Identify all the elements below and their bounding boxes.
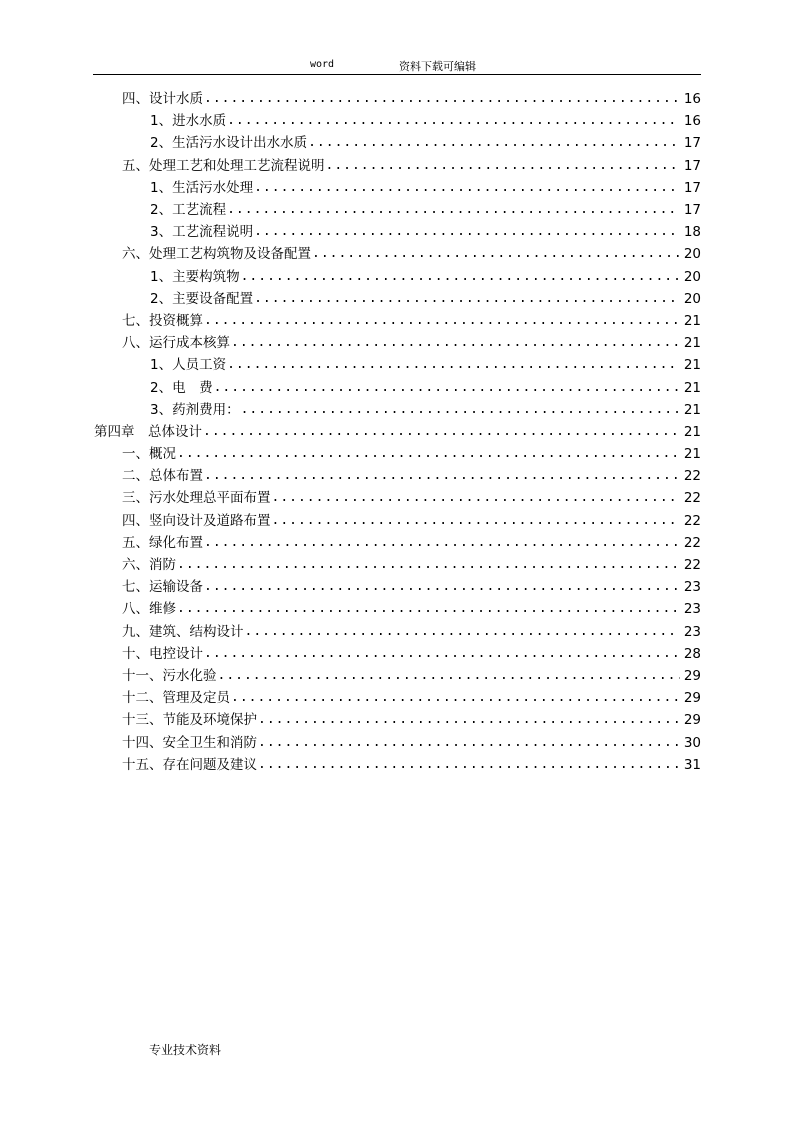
toc-dot-leader — [272, 487, 681, 509]
toc-dot-leader — [204, 88, 680, 110]
toc-entry[interactable] — [0, 421, 794, 443]
toc-entry[interactable] — [0, 643, 794, 665]
toc-dot-leader — [177, 443, 680, 465]
toc-dot-leader — [204, 643, 680, 665]
toc-entry-title: 3、工艺流程说明 — [150, 224, 254, 241]
toc-dot-leader — [177, 554, 680, 576]
toc-entry-title: 九、建筑、结构设计 — [122, 623, 244, 640]
toc-entry[interactable] — [0, 443, 794, 465]
toc-entry-page-number: 17 — [683, 179, 701, 196]
toc-entry-title: 三、污水处理总平面布置 — [122, 490, 271, 507]
toc-entry-title: 第四章 总体设计 — [94, 423, 202, 440]
toc-entry[interactable] — [0, 132, 794, 154]
toc-dot-leader — [308, 132, 680, 154]
toc-entry[interactable] — [0, 532, 794, 554]
toc-entry-title: 1、人员工资 — [150, 357, 227, 374]
toc-entry-title: 十、电控设计 — [122, 645, 203, 662]
toc-dot-leader — [258, 709, 680, 731]
toc-entry-page-number: 17 — [683, 157, 701, 174]
toc-dot-leader — [231, 687, 680, 709]
toc-dot-leader — [245, 621, 681, 643]
toc-entry[interactable] — [0, 243, 794, 265]
toc-entry[interactable] — [0, 576, 794, 598]
page-header — [93, 58, 701, 75]
toc-entry-page-number: 21 — [683, 423, 701, 440]
toc-dot-leader — [204, 310, 680, 332]
toc-entry-page-number: 29 — [683, 712, 701, 729]
toc-entry[interactable] — [0, 310, 794, 332]
toc-dot-leader — [227, 354, 680, 376]
toc-dot-leader — [272, 510, 681, 532]
toc-entry-title: 2、电 费 — [150, 379, 213, 396]
toc-entry-title: 十二、管理及定员 — [122, 690, 230, 707]
header-word-label: word — [310, 59, 335, 70]
toc-dot-leader — [231, 332, 680, 354]
toc-entry-page-number: 16 — [683, 113, 701, 130]
toc-entry-title: 五、绿化布置 — [122, 534, 203, 551]
toc-entry-title: 十五、存在问题及建议 — [122, 756, 257, 773]
toc-entry-page-number: 21 — [683, 401, 701, 418]
toc-entry-page-number: 29 — [683, 667, 701, 684]
toc-entry[interactable] — [0, 510, 794, 532]
toc-entry[interactable] — [0, 221, 794, 243]
toc-entry-page-number: 22 — [683, 490, 701, 507]
toc-entry-title: 2、生活污水设计出水水质 — [150, 135, 308, 152]
toc-entry-title: 1、进水水质 — [150, 113, 227, 130]
toc-dot-leader — [258, 732, 680, 754]
toc-entry-title: 二、总体布置 — [122, 468, 203, 485]
toc-entry-title: 四、竖向设计及道路布置 — [122, 512, 271, 529]
toc-entry[interactable] — [0, 288, 794, 310]
toc-entry[interactable] — [0, 709, 794, 731]
toc-dot-leader — [218, 665, 681, 687]
toc-entry-title: 八、维修 — [122, 601, 176, 618]
toc-entry[interactable] — [0, 554, 794, 576]
toc-entry-page-number: 30 — [683, 734, 701, 751]
toc-entry-page-number: 23 — [683, 601, 701, 618]
toc-entry-page-number: 28 — [683, 645, 701, 662]
toc-dot-leader — [254, 288, 680, 310]
toc-entry[interactable] — [0, 177, 794, 199]
toc-entry-title: 十一、污水化验 — [122, 667, 217, 684]
toc-dot-leader — [227, 199, 680, 221]
toc-entry-title: 2、工艺流程 — [150, 202, 227, 219]
toc-entry-title: 八、运行成本核算 — [122, 335, 230, 352]
toc-entry-title: 六、消防 — [122, 557, 176, 574]
toc-entry-page-number: 21 — [683, 357, 701, 374]
toc-entry-title: 四、设计水质 — [122, 91, 203, 108]
toc-entry[interactable] — [0, 354, 794, 376]
toc-entry[interactable] — [0, 621, 794, 643]
toc-entry[interactable] — [0, 687, 794, 709]
toc-entry-page-number: 21 — [683, 335, 701, 352]
toc-dot-leader — [312, 243, 680, 265]
toc-dot-leader — [254, 221, 680, 243]
toc-entry[interactable] — [0, 376, 794, 398]
toc-entry[interactable] — [0, 399, 794, 421]
toc-entry[interactable] — [0, 598, 794, 620]
toc-entry-page-number: 20 — [683, 246, 701, 263]
toc-entry[interactable] — [0, 199, 794, 221]
toc-entry-title: 七、投资概算 — [122, 312, 203, 329]
toc-entry-page-number: 23 — [683, 579, 701, 596]
toc-entry-title: 3、药剂费用： — [150, 401, 240, 418]
toc-entry[interactable] — [0, 88, 794, 110]
toc-entry-page-number: 22 — [683, 557, 701, 574]
toc-dot-leader — [241, 266, 680, 288]
toc-entry-title: 2、主要设备配置 — [150, 290, 254, 307]
toc-entry[interactable] — [0, 487, 794, 509]
toc-dot-leader — [203, 421, 680, 443]
toc-entry[interactable] — [0, 266, 794, 288]
toc-entry-page-number: 21 — [683, 312, 701, 329]
toc-entry-page-number: 31 — [683, 756, 701, 773]
toc-entry-title: 十三、节能及环境保护 — [122, 712, 257, 729]
toc-dot-leader — [204, 576, 680, 598]
toc-dot-leader — [204, 465, 680, 487]
toc-entry-title: 1、生活污水处理 — [150, 179, 254, 196]
toc-entry[interactable] — [0, 332, 794, 354]
toc-dot-leader — [326, 155, 681, 177]
toc-dot-leader — [254, 177, 680, 199]
toc-entry-title: 十四、安全卫生和消防 — [122, 734, 257, 751]
toc-entry-title: 七、运输设备 — [122, 579, 203, 596]
toc-entry-page-number: 21 — [683, 446, 701, 463]
toc-entry-page-number: 20 — [683, 268, 701, 285]
toc-entry-page-number: 29 — [683, 690, 701, 707]
toc-entry[interactable] — [0, 754, 794, 776]
toc-entry-title: 1、主要构筑物 — [150, 268, 240, 285]
toc-entry-page-number: 22 — [683, 512, 701, 529]
toc-dot-leader — [241, 399, 680, 421]
toc-dot-leader — [204, 532, 680, 554]
toc-entry[interactable] — [0, 155, 794, 177]
toc-entry-page-number: 17 — [683, 135, 701, 152]
toc-entry[interactable] — [0, 731, 794, 753]
toc-entry-title: 六、处理工艺构筑物及设备配置 — [122, 246, 311, 263]
toc-entry[interactable] — [0, 665, 794, 687]
toc-entry-page-number: 22 — [683, 534, 701, 551]
toc-entry-title: 五、处理工艺和处理工艺流程说明 — [122, 157, 325, 174]
toc-entry-page-number: 20 — [683, 290, 701, 307]
toc-dot-leader — [227, 110, 680, 132]
toc-entry[interactable] — [0, 110, 794, 132]
toc-dot-leader — [214, 377, 680, 399]
toc-entry-page-number: 22 — [683, 468, 701, 485]
table-of-contents — [0, 88, 794, 776]
toc-entry[interactable] — [0, 465, 794, 487]
toc-dot-leader — [258, 754, 680, 776]
toc-entry-page-number: 17 — [683, 202, 701, 219]
toc-entry-page-number: 16 — [683, 91, 701, 108]
toc-entry-title: 一、概况 — [122, 446, 176, 463]
header-editable-note: 资料下载可编辑 — [399, 60, 476, 73]
toc-entry-page-number: 23 — [683, 623, 701, 640]
toc-entry-page-number: 21 — [683, 379, 701, 396]
page-footer: 专业技术资料 — [149, 1043, 222, 1057]
toc-entry-page-number: 18 — [683, 224, 701, 241]
toc-dot-leader — [177, 598, 680, 620]
